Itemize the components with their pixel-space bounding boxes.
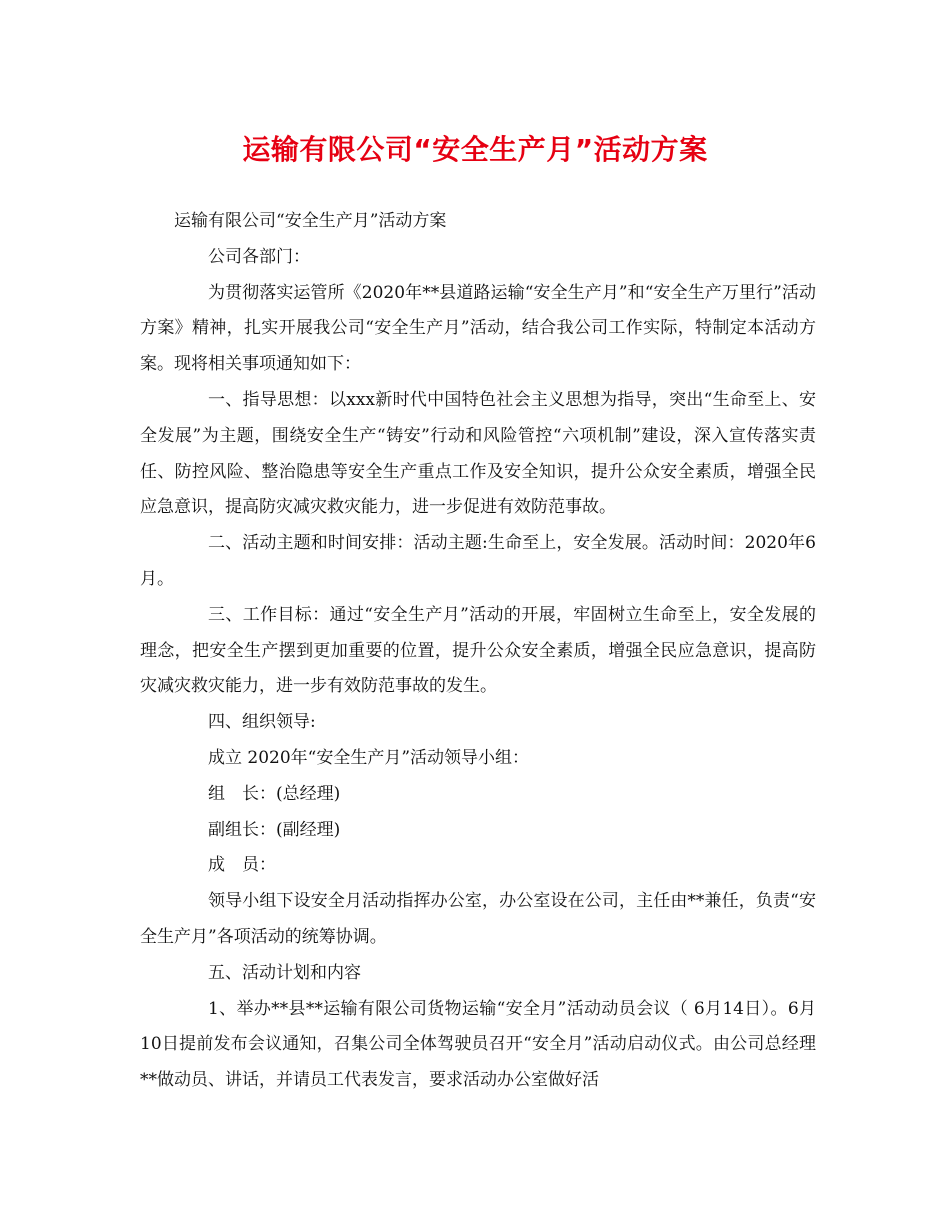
paragraph-leadership-group: 成立 2020年“安全生产月”活动领导小组： [208, 747, 530, 768]
paragraph-guiding-thought: 一、指导思想：以xxx新时代中国特色社会主义思想为指导，突出“生命至上、安全发展”为主题，围绕安全生产“铸安”行动和风险管控“六项机制”建设，深入宣传落实责任、防控风险、整治隐患等安全生产重点工作及安全知识，提升公众安全素质，增强全民应急意识，提高防灾减灾救灾能力，进一步促进有效防范事故。 [140, 389, 816, 518]
paragraph-members: 成 员： [208, 855, 276, 876]
paragraph-subtitle: 运输有限公司“安全生产月”活动方案 [174, 211, 447, 231]
paragraph-intro: 为贯彻落实运管所《2020年**县道路运输“安全生产月”和“安全生产万里行”活动方案》精神，扎实开展我公司“安全生产月”活动，结合我公司工作实际，特制定本活动方案。现将相关事项通知如下： [140, 282, 816, 375]
paragraph-deputy-leader: 副组长：(副经理) [208, 819, 341, 840]
document-body [140, 204, 816, 1099]
paragraph-office: 领导小组下设安全月活动指挥办公室，办公室设在公司，主任由**兼任，负责“安全生产月”各项活动的统筹协调。 [140, 891, 816, 947]
paragraph-group-leader: 组 长：(总经理) [208, 783, 341, 804]
paragraph-salutation: 公司各部门： [208, 246, 310, 267]
paragraph-plan-item-1: 1、举办**县**运输有限公司货物运输“安全月”活动动员会议（ 6月14日）。6月10日提前发布会议通知，召集公司全体驾驶员召开“安全月”活动启动仪式。由公司总经理**做动员、讲话，并请员工代表发言，要求活动办公室做好活 [140, 998, 816, 1091]
paragraph-plan-heading: 五、活动计划和内容 [208, 962, 361, 983]
paragraph-leadership-heading: 四、组织领导: [208, 712, 316, 733]
paragraph-goals: 三、工作目标：通过“安全生产月”活动的开展，牢固树立生命至上，安全发展的理念，把安全生产摆到更加重要的位置，提升公众安全素质，增强全民应急意识，提高防灾减灾救灾能力，进一步有效防范事故的发生。 [140, 604, 816, 697]
paragraph-theme-schedule: 二、活动主题和时间安排：活动主题:生命至上，安全发展。活动时间：2020年6月。 [140, 533, 816, 589]
document-title: 运输有限公司“安全生产月”活动方案 [242, 133, 708, 166]
